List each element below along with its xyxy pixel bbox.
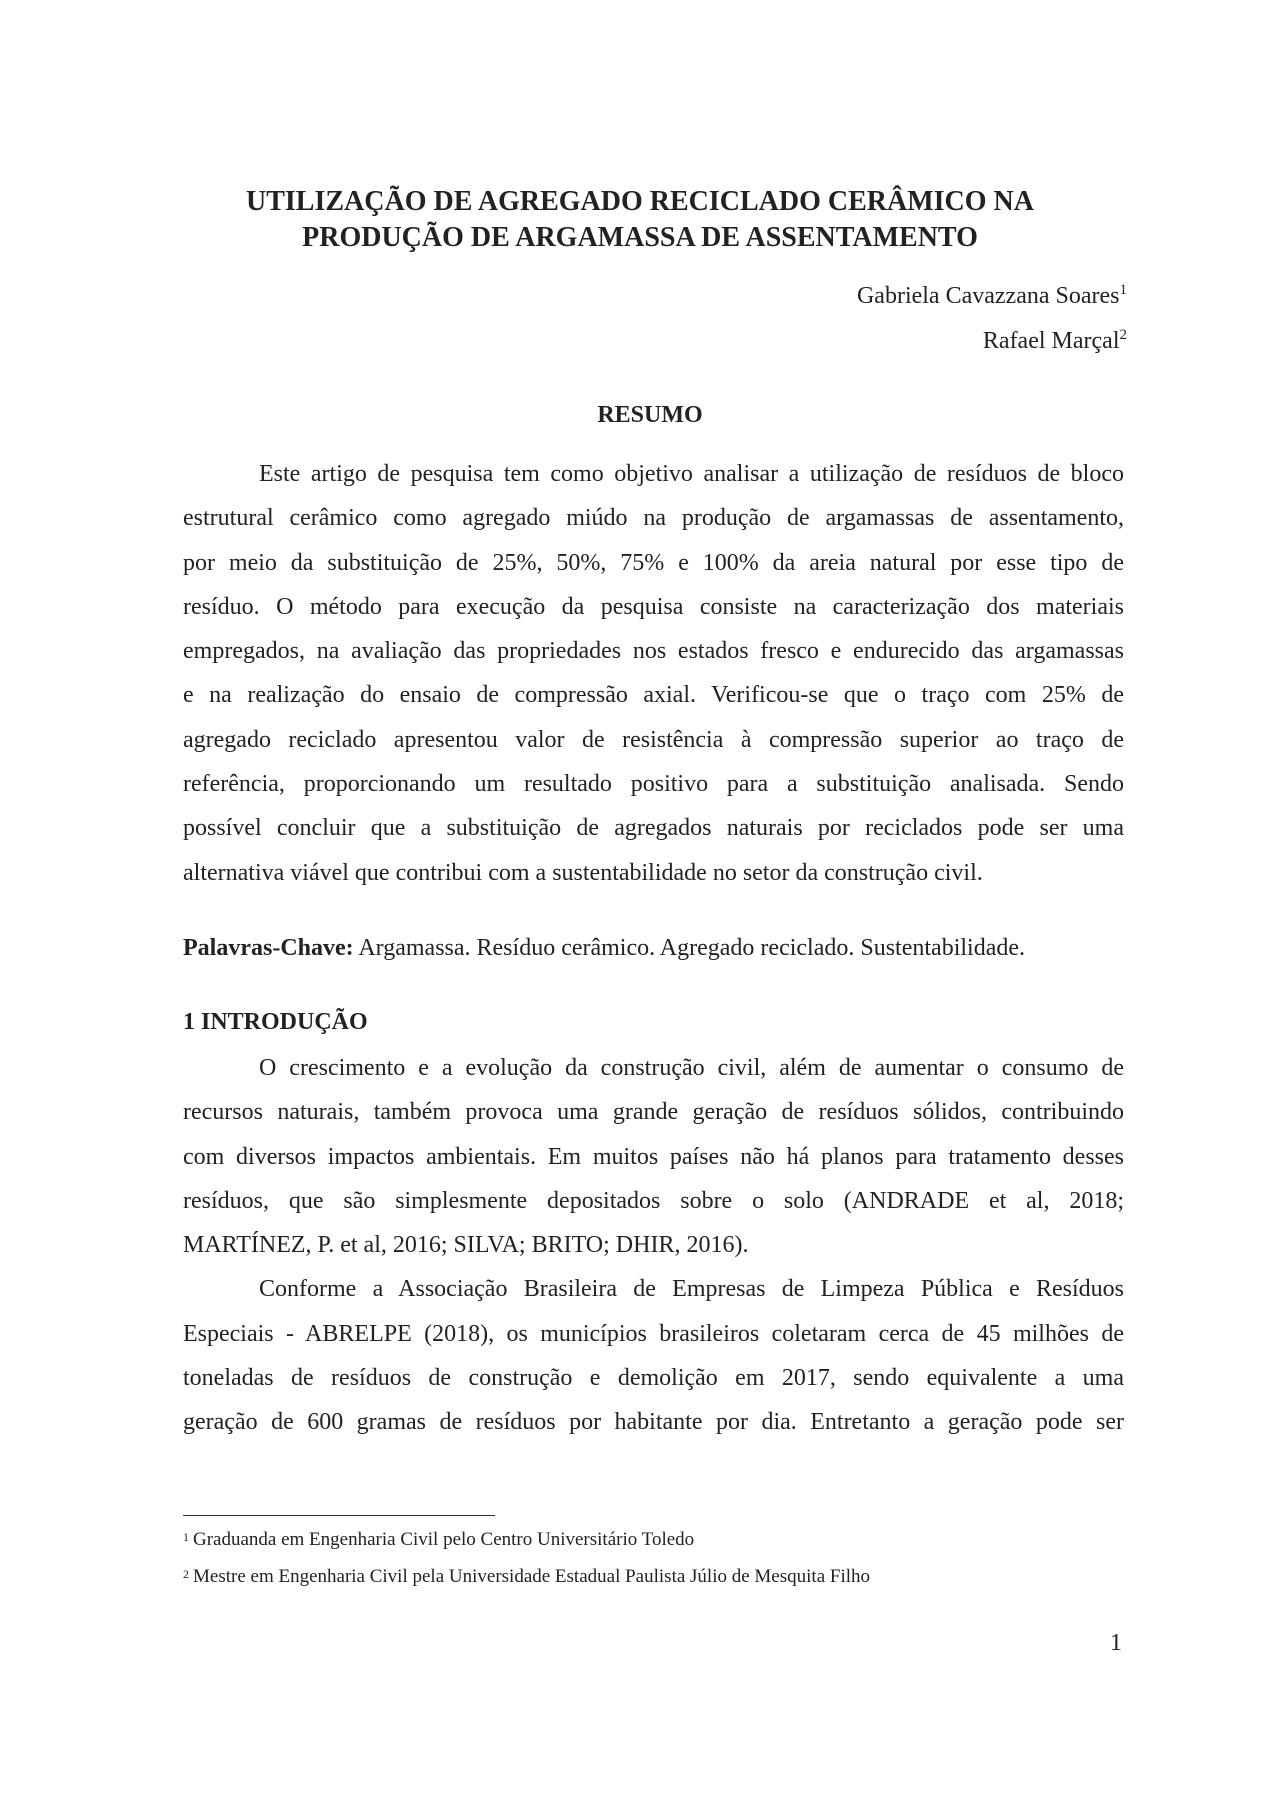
abstract-line: e na realização do ensaio de compressão axial. Verificou-se que o traço com 25% de <box>183 682 1124 709</box>
footnote-1-text: Graduanda em Engenharia Civil pelo Centro Universitário Toledo <box>193 1529 695 1550</box>
abstract-body <box>183 452 1124 895</box>
footnote-2-text: Mestre em Engenharia Civil pela Universidade Estadual Paulista Júlio de Mesquita Filho <box>193 1566 870 1587</box>
introduction-line: toneladas de resíduos de construção e demolição em 2017, sendo equivalente a uma <box>183 1365 1124 1392</box>
keywords-label: Palavras-Chave: <box>183 935 354 961</box>
footnote-2-mark: 2 <box>183 1567 189 1581</box>
author-2-name: Rafael Marçal <box>982 328 1120 354</box>
paper-title <box>180 184 1100 256</box>
introduction-line: recursos naturais, também provoca uma grande geração de resíduos sólidos, contribuindo <box>183 1099 1124 1126</box>
introduction-body <box>183 1046 1124 1445</box>
author-1-name: Gabriela Cavazzana Soares <box>856 283 1120 309</box>
introduction-line: Especiais - ABRELPE (2018), os municípios brasileiros coletaram cerca de 45 milhões de <box>183 1320 1124 1347</box>
paper-title-line-2: PRODUÇÃO DE ARGAMASSA DE ASSENTAMENTO <box>302 222 978 253</box>
footnote-2 <box>183 1565 870 1589</box>
introduction-line: resíduos, que são simplesmente depositados sobre o solo (ANDRADE et al, 2018; <box>183 1187 1124 1214</box>
author-1-footnote-mark: 1 <box>1119 282 1127 298</box>
paper-title-line-1: UTILIZAÇÃO DE AGREGADO RECICLADO CERÂMICO NA <box>246 186 1034 217</box>
introduction-line: Conforme a Associação Brasileira de Empresas de Limpeza Pública e Resíduos <box>259 1276 1124 1303</box>
author-2-footnote-mark: 2 <box>1119 327 1127 343</box>
abstract-line: empregados, na avaliação das propriedades nos estados fresco e endurecido das argamassas <box>183 638 1124 665</box>
introduction-line: MARTÍNEZ, P. et al, 2016; SILVA; BRITO; DHIR, 2016). <box>183 1232 749 1259</box>
footnote-1 <box>183 1528 694 1552</box>
keywords-text: Argamassa. Resíduo cerâmico. Agregado reciclado. Sustentabilidade. <box>358 935 1026 961</box>
abstract-heading: RESUMO <box>597 402 703 428</box>
author-2 <box>983 326 1127 356</box>
abstract-line: possível concluir que a substituição de agregados naturais por reciclados pode ser uma <box>183 815 1124 842</box>
introduction-line: geração de 600 gramas de resíduos por habitante por dia. Entretanto a geração pode ser <box>183 1409 1124 1436</box>
abstract-line: por meio da substituição de 25%, 50%, 75% e 100% da areia natural por esse tipo de <box>183 549 1124 576</box>
introduction-heading: 1 INTRODUÇÃO <box>183 1009 368 1035</box>
footnote-separator <box>183 1515 495 1516</box>
abstract-line: resíduo. O método para execução da pesquisa consiste na caracterização dos materiais <box>183 593 1124 620</box>
abstract-line: agregado reciclado apresentou valor de resistência à compressão superior ao traço de <box>183 726 1124 753</box>
keywords <box>183 933 1025 963</box>
introduction-line: com diversos impactos ambientais. Em muitos países não há planos para tratamento desses <box>183 1143 1124 1170</box>
page-number: 1 <box>1110 1630 1122 1656</box>
abstract-line: Este artigo de pesquisa tem como objetivo analisar a utilização de resíduos de bloco <box>259 461 1124 487</box>
author-1 <box>857 281 1127 311</box>
abstract-line: referência, proporcionando um resultado positivo para a substituição analisada. Sendo <box>183 771 1124 798</box>
abstract-line: estrutural cerâmico como agregado miúdo na produção de argamassas de assentamento, <box>183 505 1124 532</box>
abstract-line: alternativa viável que contribui com a sustentabilidade no setor da construção civil. <box>183 859 983 886</box>
introduction-line: O crescimento e a evolução da construção civil, além de aumentar o consumo de <box>259 1055 1124 1081</box>
footnote-1-mark: 1 <box>183 1530 189 1544</box>
